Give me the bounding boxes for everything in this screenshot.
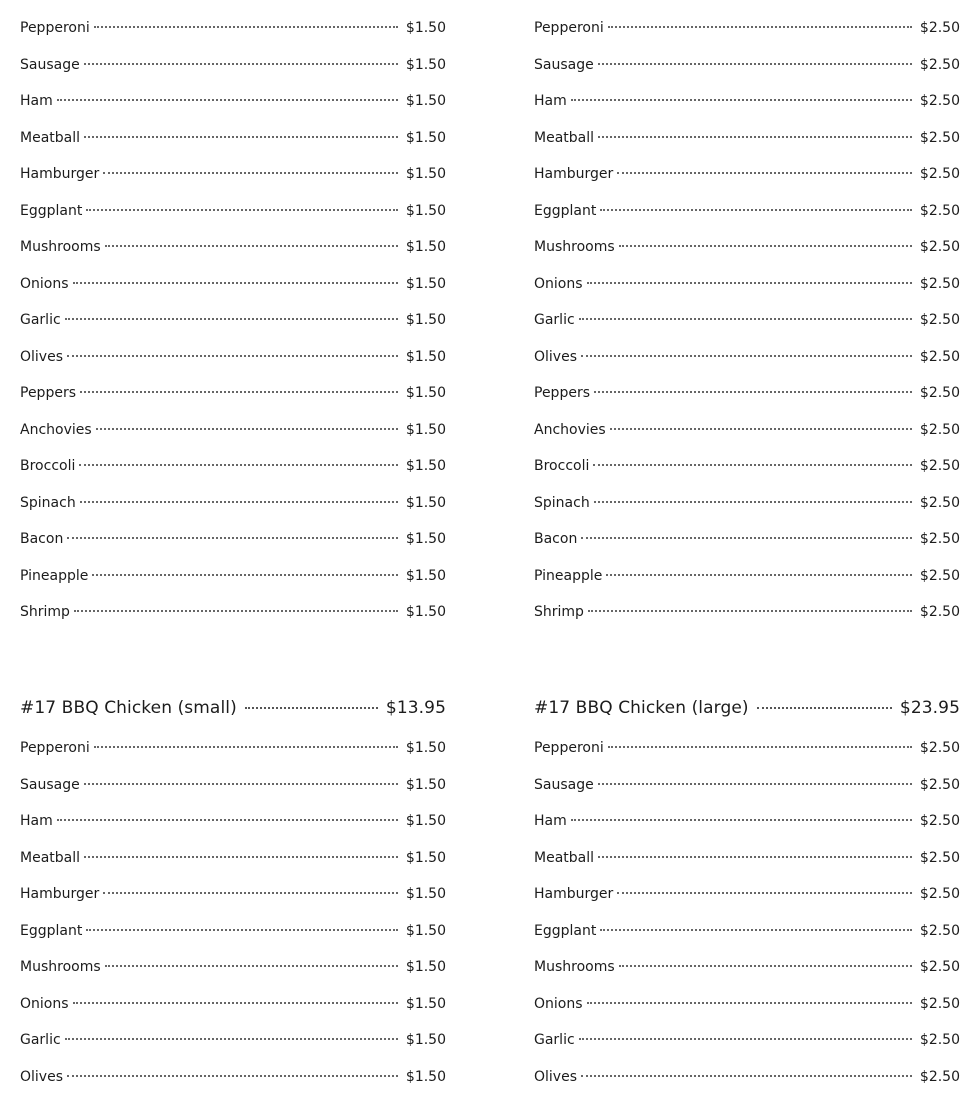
dot-leader xyxy=(598,783,912,785)
dot-leader xyxy=(105,965,398,967)
topping-name: Shrimp xyxy=(20,604,70,620)
dot-leader xyxy=(67,1075,398,1077)
topping-name: Mushrooms xyxy=(20,239,101,255)
topping-price: $2.50 xyxy=(920,740,960,756)
topping-name: Hamburger xyxy=(20,166,99,182)
topping-price: $1.50 xyxy=(406,604,446,620)
topping-row xyxy=(534,93,960,130)
topping-row xyxy=(20,239,446,276)
topping-row xyxy=(20,1032,446,1069)
dot-leader xyxy=(94,26,398,28)
topping-row xyxy=(534,166,960,203)
topping-name: Ham xyxy=(534,813,567,829)
topping-name: Broccoli xyxy=(534,458,589,474)
topping-price: $2.50 xyxy=(920,130,960,146)
topping-price: $2.50 xyxy=(920,813,960,829)
topping-row xyxy=(534,276,960,313)
topping-row xyxy=(20,1069,446,1105)
topping-name: Broccoli xyxy=(20,458,75,474)
dot-leader xyxy=(598,136,912,138)
topping-price: $1.50 xyxy=(406,1032,446,1048)
topping-price: $1.50 xyxy=(406,166,446,182)
topping-row xyxy=(534,777,960,814)
topping-row xyxy=(534,850,960,887)
topping-price: $1.50 xyxy=(406,203,446,219)
topping-price: $1.50 xyxy=(406,130,446,146)
dot-leader xyxy=(619,245,912,247)
topping-row xyxy=(20,166,446,203)
menu-item-title: #17 BBQ Chicken (small) xyxy=(20,698,237,718)
dot-leader xyxy=(84,63,398,65)
topping-row xyxy=(534,923,960,960)
dot-leader xyxy=(617,172,912,174)
topping-price: $2.50 xyxy=(920,385,960,401)
topping-name: Eggplant xyxy=(20,923,82,939)
topping-name: Sausage xyxy=(534,777,594,793)
dot-leader xyxy=(619,965,912,967)
dot-leader xyxy=(757,707,892,709)
topping-row xyxy=(20,20,446,57)
topping-row xyxy=(20,777,446,814)
topping-row xyxy=(534,312,960,349)
menu-section-bbq-chicken-small xyxy=(20,698,446,1105)
menu-item-header xyxy=(534,698,960,722)
dot-leader xyxy=(57,819,398,821)
topping-price: $2.50 xyxy=(920,850,960,866)
topping-price: $2.50 xyxy=(920,166,960,182)
topping-price: $2.50 xyxy=(920,203,960,219)
topping-price: $2.50 xyxy=(920,349,960,365)
topping-list-bbq-large xyxy=(534,740,960,1105)
topping-price: $2.50 xyxy=(920,20,960,36)
dot-leader xyxy=(594,501,912,503)
topping-row xyxy=(20,886,446,923)
topping-name: Olives xyxy=(534,1069,577,1085)
topping-row xyxy=(534,813,960,850)
topping-name: Mushrooms xyxy=(534,959,615,975)
topping-name: Anchovies xyxy=(20,422,92,438)
topping-name: Sausage xyxy=(20,777,80,793)
topping-price: $2.50 xyxy=(920,531,960,547)
topping-price: $2.50 xyxy=(920,276,960,292)
topping-name: Mushrooms xyxy=(20,959,101,975)
menu-item-title: #17 BBQ Chicken (large) xyxy=(534,698,749,718)
topping-name: Meatball xyxy=(20,850,80,866)
topping-row xyxy=(534,385,960,422)
topping-row xyxy=(20,996,446,1033)
topping-row xyxy=(534,349,960,386)
dot-leader xyxy=(57,99,398,101)
topping-name: Pepperoni xyxy=(20,20,90,36)
dot-leader xyxy=(610,428,912,430)
topping-name: Meatball xyxy=(534,130,594,146)
topping-price: $1.50 xyxy=(406,777,446,793)
topping-price: $1.50 xyxy=(406,57,446,73)
topping-price: $2.50 xyxy=(920,57,960,73)
topping-price: $2.50 xyxy=(920,1032,960,1048)
menu-item-price: $23.95 xyxy=(900,698,960,718)
topping-price: $2.50 xyxy=(920,777,960,793)
topping-list-small-top xyxy=(20,20,446,641)
topping-name: Hamburger xyxy=(534,166,613,182)
topping-name: Eggplant xyxy=(534,203,596,219)
topping-name: Peppers xyxy=(20,385,76,401)
topping-price: $1.50 xyxy=(406,886,446,902)
topping-name: Pepperoni xyxy=(534,20,604,36)
topping-row xyxy=(534,422,960,459)
dot-leader xyxy=(581,1075,912,1077)
topping-name: Pepperoni xyxy=(534,740,604,756)
topping-row xyxy=(20,349,446,386)
topping-price: $2.50 xyxy=(920,312,960,328)
topping-row xyxy=(20,458,446,495)
dot-leader xyxy=(84,136,398,138)
topping-name: Garlic xyxy=(534,312,575,328)
topping-row xyxy=(534,495,960,532)
topping-row xyxy=(534,531,960,568)
topping-name: Ham xyxy=(20,93,53,109)
dot-leader xyxy=(103,172,398,174)
topping-price: $1.50 xyxy=(406,1069,446,1085)
topping-name: Mushrooms xyxy=(534,239,615,255)
topping-name: Onions xyxy=(534,996,583,1012)
dot-leader xyxy=(105,245,398,247)
topping-row xyxy=(534,740,960,777)
topping-price: $2.50 xyxy=(920,495,960,511)
dot-leader xyxy=(96,428,398,430)
topping-name: Ham xyxy=(534,93,567,109)
topping-price: $1.50 xyxy=(406,813,446,829)
topping-row xyxy=(20,93,446,130)
topping-row xyxy=(534,239,960,276)
topping-row xyxy=(20,850,446,887)
topping-name: Spinach xyxy=(534,495,590,511)
topping-name: Hamburger xyxy=(534,886,613,902)
topping-name: Hamburger xyxy=(20,886,99,902)
topping-name: Meatball xyxy=(20,130,80,146)
topping-row xyxy=(534,458,960,495)
dot-leader xyxy=(617,892,912,894)
topping-row xyxy=(534,886,960,923)
dot-leader xyxy=(587,1002,912,1004)
topping-price: $1.50 xyxy=(406,20,446,36)
topping-row xyxy=(534,1032,960,1069)
topping-name: Ham xyxy=(20,813,53,829)
dot-leader xyxy=(67,537,398,539)
topping-price: $2.50 xyxy=(920,93,960,109)
topping-row xyxy=(20,422,446,459)
dot-leader xyxy=(92,574,398,576)
dot-leader xyxy=(245,707,378,709)
dot-leader xyxy=(94,746,398,748)
topping-price: $1.50 xyxy=(406,276,446,292)
topping-price: $1.50 xyxy=(406,93,446,109)
topping-row xyxy=(534,203,960,240)
dot-leader xyxy=(598,63,912,65)
topping-row xyxy=(534,130,960,167)
topping-row xyxy=(20,568,446,605)
topping-row xyxy=(20,923,446,960)
topping-price: $2.50 xyxy=(920,568,960,584)
topping-price: $2.50 xyxy=(920,923,960,939)
topping-name: Pineapple xyxy=(20,568,88,584)
dot-leader xyxy=(65,318,398,320)
topping-price: $1.50 xyxy=(406,239,446,255)
topping-name: Peppers xyxy=(534,385,590,401)
topping-name: Olives xyxy=(20,1069,63,1085)
dot-leader xyxy=(600,929,912,931)
topping-name: Olives xyxy=(20,349,63,365)
topping-row xyxy=(534,996,960,1033)
topping-price: $2.50 xyxy=(920,422,960,438)
topping-row xyxy=(20,813,446,850)
topping-price: $2.50 xyxy=(920,959,960,975)
topping-row xyxy=(20,959,446,996)
topping-name: Spinach xyxy=(20,495,76,511)
topping-price: $1.50 xyxy=(406,422,446,438)
topping-name: Garlic xyxy=(20,312,61,328)
topping-name: Pepperoni xyxy=(20,740,90,756)
dot-leader xyxy=(80,391,398,393)
topping-price: $1.50 xyxy=(406,531,446,547)
menu-item-price: $13.95 xyxy=(386,698,446,718)
topping-name: Sausage xyxy=(20,57,80,73)
topping-price: $1.50 xyxy=(406,568,446,584)
dot-leader xyxy=(600,209,912,211)
topping-price: $1.50 xyxy=(406,996,446,1012)
topping-row xyxy=(20,495,446,532)
dot-leader xyxy=(74,610,398,612)
topping-name: Pineapple xyxy=(534,568,602,584)
dot-leader xyxy=(598,856,912,858)
topping-price: $1.50 xyxy=(406,495,446,511)
topping-price: $1.50 xyxy=(406,923,446,939)
topping-row xyxy=(20,276,446,313)
topping-row xyxy=(20,130,446,167)
topping-name: Anchovies xyxy=(534,422,606,438)
topping-row xyxy=(20,203,446,240)
topping-row xyxy=(20,604,446,641)
dot-leader xyxy=(579,318,912,320)
dot-leader xyxy=(571,99,912,101)
dot-leader xyxy=(86,929,398,931)
dot-leader xyxy=(608,746,912,748)
topping-price: $2.50 xyxy=(920,996,960,1012)
topping-price: $2.50 xyxy=(920,239,960,255)
dot-leader xyxy=(84,856,398,858)
topping-price: $1.50 xyxy=(406,740,446,756)
dot-leader xyxy=(73,282,398,284)
topping-list-large-top xyxy=(534,20,960,641)
menu-section-bbq-chicken-large xyxy=(534,698,960,1105)
topping-price: $1.50 xyxy=(406,349,446,365)
topping-price: $1.50 xyxy=(406,959,446,975)
topping-price: $1.50 xyxy=(406,312,446,328)
topping-name: Onions xyxy=(534,276,583,292)
topping-name: Garlic xyxy=(534,1032,575,1048)
topping-row xyxy=(20,57,446,94)
topping-name: Onions xyxy=(20,996,69,1012)
dot-leader xyxy=(606,574,912,576)
topping-row xyxy=(534,568,960,605)
topping-price: $1.50 xyxy=(406,850,446,866)
dot-leader xyxy=(103,892,398,894)
topping-name: Shrimp xyxy=(534,604,584,620)
topping-row xyxy=(534,604,960,641)
topping-name: Bacon xyxy=(20,531,63,547)
topping-row xyxy=(20,740,446,777)
topping-row xyxy=(534,1069,960,1105)
dot-leader xyxy=(571,819,912,821)
dot-leader xyxy=(67,355,398,357)
dot-leader xyxy=(593,464,912,466)
dot-leader xyxy=(86,209,398,211)
topping-price: $2.50 xyxy=(920,1069,960,1085)
topping-row xyxy=(534,57,960,94)
dot-leader xyxy=(73,1002,398,1004)
dot-leader xyxy=(79,464,398,466)
menu-section-large-top xyxy=(534,20,960,641)
topping-name: Bacon xyxy=(534,531,577,547)
dot-leader xyxy=(581,537,912,539)
topping-row xyxy=(20,312,446,349)
topping-name: Eggplant xyxy=(20,203,82,219)
menu-item-header xyxy=(20,698,446,722)
dot-leader xyxy=(579,1038,912,1040)
dot-leader xyxy=(594,391,912,393)
topping-row xyxy=(534,959,960,996)
topping-row xyxy=(534,20,960,57)
topping-name: Olives xyxy=(534,349,577,365)
topping-price: $1.50 xyxy=(406,458,446,474)
topping-price: $1.50 xyxy=(406,385,446,401)
dot-leader xyxy=(588,610,912,612)
topping-name: Sausage xyxy=(534,57,594,73)
dot-leader xyxy=(80,501,398,503)
topping-price: $2.50 xyxy=(920,458,960,474)
dot-leader xyxy=(581,355,912,357)
topping-name: Eggplant xyxy=(534,923,596,939)
topping-row xyxy=(20,531,446,568)
dot-leader xyxy=(65,1038,398,1040)
topping-price: $2.50 xyxy=(920,886,960,902)
topping-list-bbq-small xyxy=(20,740,446,1105)
topping-price: $2.50 xyxy=(920,604,960,620)
dot-leader xyxy=(608,26,912,28)
dot-leader xyxy=(587,282,912,284)
topping-name: Onions xyxy=(20,276,69,292)
menu-section-small-top xyxy=(20,20,446,641)
dot-leader xyxy=(84,783,398,785)
topping-name: Meatball xyxy=(534,850,594,866)
topping-row xyxy=(20,385,446,422)
topping-name: Garlic xyxy=(20,1032,61,1048)
